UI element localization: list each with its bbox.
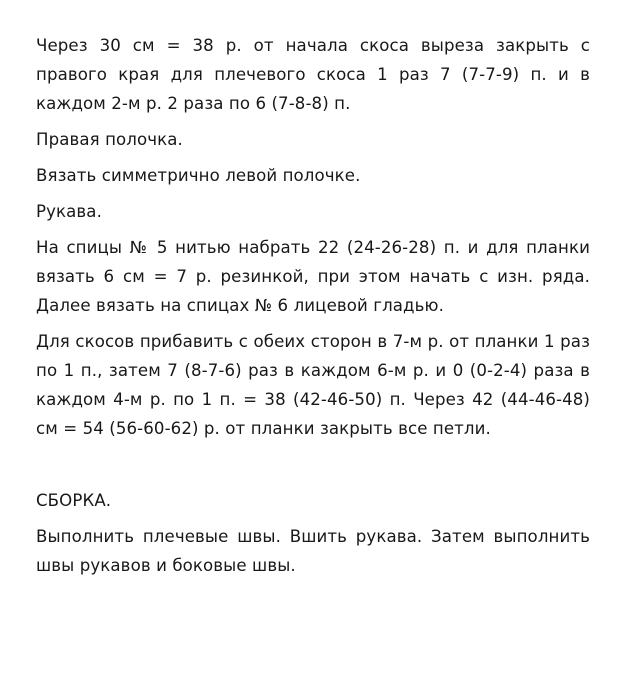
document-text-body xyxy=(36,31,596,580)
paragraph-assembly-instruction: Выполнить плечевые швы. Вшить рукава. Затем выполнить швы рукавов и боковые швы. xyxy=(36,527,596,575)
paragraph-sleeve-increases: Для скосов прибавить с обеих сторон в 7-м р. от планки 1 раз по 1 п., затем 7 (8-7-6) раз в каждом 6-м р. и 0 (0-2-4) раза в каждом 4-м р. по 1 п. = 38 (42-46-50) п. Через 42 (44-46-48) см = 54 (56-60-62) р. от планки закрыть все петли. xyxy=(36,332,596,438)
heading-sleeves: Рукава. xyxy=(36,202,102,221)
heading-right-front: Правая полочка. xyxy=(36,130,183,149)
paragraph-shoulder-slope: Через 30 см = 38 р. от начала скоса выреза закрыть с правого края для плечевого скоса 1 раз 7 (7-7-9) п. и в каждом 2-м р. 2 раза по 6 (7-8-8) п. xyxy=(36,36,596,113)
paragraph-blank-spacer xyxy=(36,450,590,479)
paragraph-sleeves-cast-on: На спицы № 5 нитью набрать 22 (24-26-28) п. и для планки вязать 6 см = 7 р. резинкой, при этом начать с изн. ряда. Далее вязать на спицах № 6 лицевой гладью. xyxy=(36,238,596,315)
heading-assembly: СБОРКА. xyxy=(36,491,112,510)
paragraph-right-front-instruction: Вязать симметрично левой полочке. xyxy=(36,166,361,185)
